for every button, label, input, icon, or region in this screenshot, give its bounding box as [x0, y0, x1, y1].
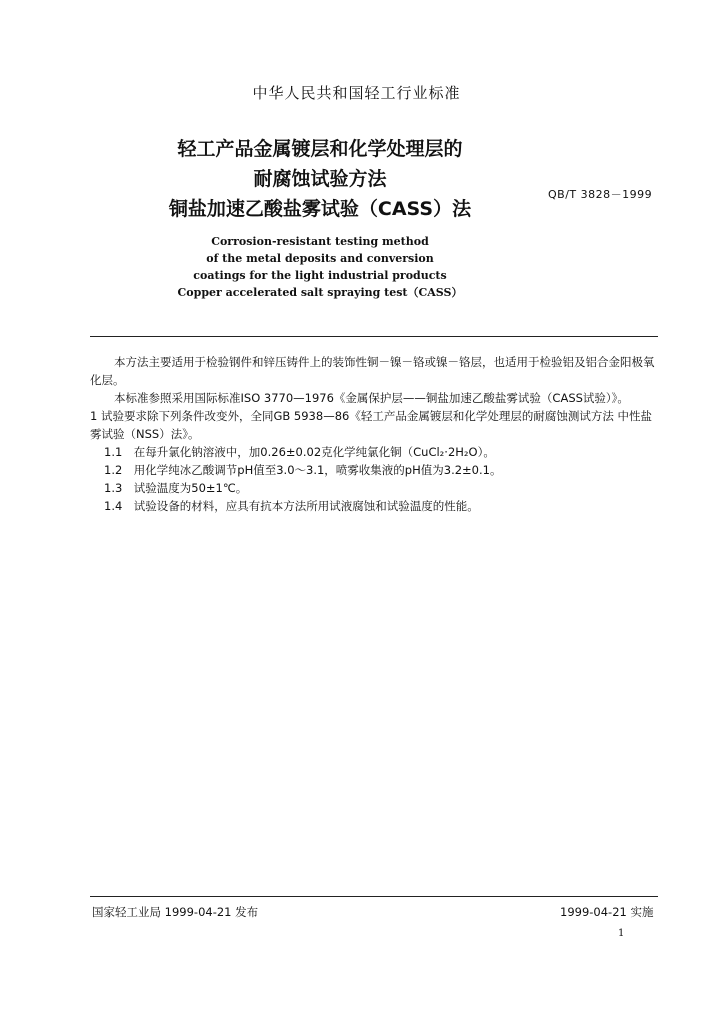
- page-number: 1: [618, 928, 625, 939]
- document-body: [90, 353, 658, 515]
- clause-item: 1.1 在每升氯化钠溶液中，加0.26±0.02克化学纯氯化铜（CuCl₂·2H₂O）。: [104, 445, 495, 459]
- clause-item: 1.4 试验设备的材料，应具有抗本方法所用试液腐蚀和试验温度的性能。: [104, 499, 479, 513]
- footer-divider: [90, 896, 658, 897]
- standard-number: QB/T 3828－1999: [548, 188, 653, 201]
- english-title-line-3: coatings for the light industrial products: [193, 269, 447, 282]
- clause-item: 1.3 试验温度为50±1℃。: [104, 481, 248, 495]
- paragraph-reference: 本标准参照采用国际标准ISO 3770—1976《金属保护层——铜盐加速乙酸盐雾试验（CASS试验）》。: [114, 391, 629, 405]
- top-divider: [90, 336, 658, 337]
- paragraph-scope: 本方法主要适用于检验钢件和锌压铸件上的装饰性铜－镍－铬或镍－铬层，也适用于检验铝及铝合金阳极氧化层。: [90, 355, 655, 387]
- english-title-line-2: of the metal deposits and conversion: [206, 252, 434, 265]
- title-line-3: 铜盐加速乙酸盐雾试验（CASS）法: [168, 198, 472, 220]
- issuer-line: 中华人民共和国轻工行业标准: [252, 84, 461, 102]
- effective-date: 1999-04-21 实施: [560, 905, 654, 919]
- title-line-2: 耐腐蚀试验方法: [253, 168, 387, 190]
- paragraph-clause-1: 1 试验要求除下列条件改变外，全同GB 5938—86《轻工产品金属镀层和化学处理层的耐腐蚀测试方法 中性盐雾试验（NSS）法》。: [90, 409, 652, 441]
- english-title-line-4: Copper accelerated salt spraying test（CASS）: [177, 286, 463, 299]
- english-title-line-1: Corrosion-resistant testing method: [211, 235, 429, 248]
- title-line-1: 轻工产品金属镀层和化学处理层的: [177, 138, 463, 160]
- clause-item: 1.2 用化学纯冰乙酸调节pH值至3.0～3.1，喷雾收集液的pH值为3.2±0.1。: [104, 463, 502, 477]
- issue-date: 国家轻工业局 1999-04-21 发布: [92, 905, 259, 919]
